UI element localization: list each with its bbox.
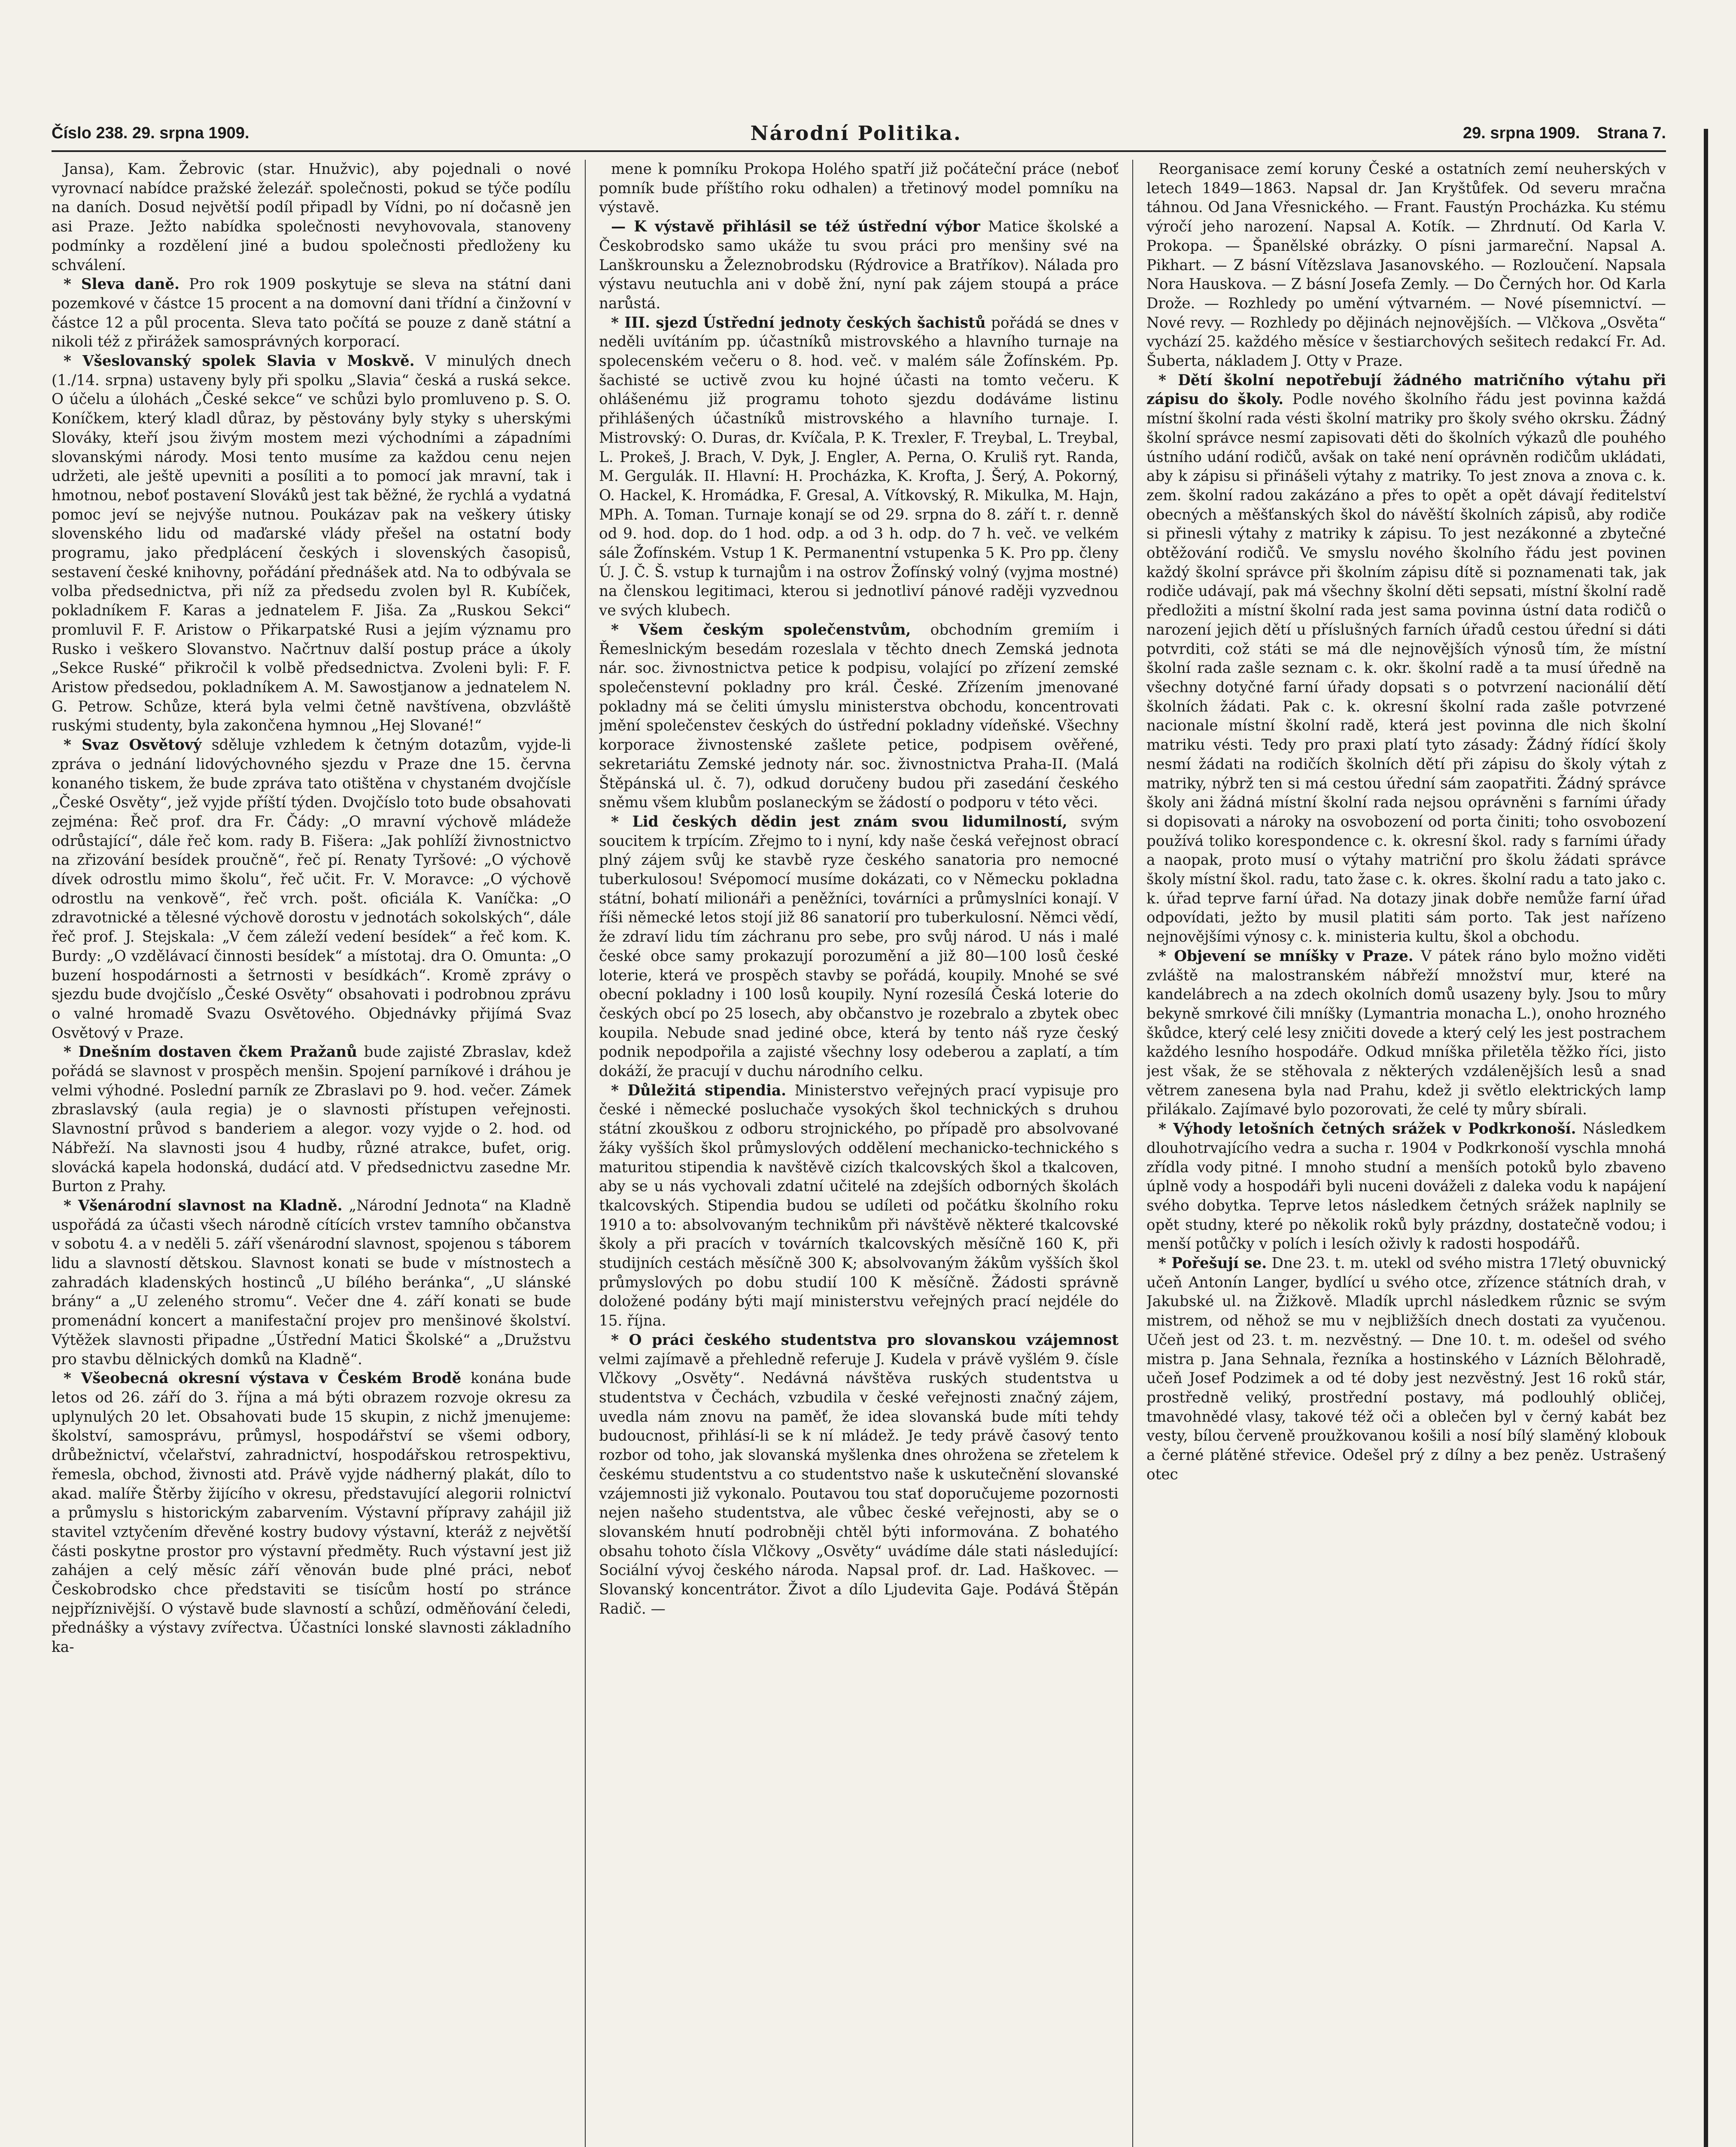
article-paragraph <box>1146 371 1666 947</box>
article-text: Dne 23. t. m. utekl od svého mistra 17letý obuvnický učeň Antonín Langer, bydlící u svého otce, zřízence státních drah, v Jakubské ul. na Žižkově. Mladík uprchl následkem různic se svým mistrem, od něhož se mu v nejbližších dnech dostati za vyučenou. Učeň jest od 23. t. m. nezvěstný. — Dne 10. t. m. odešel od svého mistra p. Jana Sehnala, řezníka a hostinského v Lázních Bělohradě, učeň Josef Podzimek a od té doby jest nezvěstný. Jest 16 roků stár, prostředně veliký, prostřední postavy, má podlouhlý obličej, tmavohnědé vlasy, takové též oči a oblečen byl v černý kabát bez vesty, bílou červeně proužkovanou košili a nosí bílý slaměný klobouk a černé plátěné střevice. Odešel prý z dílny a bez peněz. Ustrašený otec <box>1146 1255 1666 1483</box>
article-heading: * O práci českého studentstva pro slovanskou vzájemnost <box>611 1331 1119 1349</box>
article-paragraph <box>52 1369 571 1657</box>
masthead: Národní Politika. <box>750 122 962 145</box>
article-text: Podle nového školního řádu jest povinna každá místní školní rada vésti školní matriky pro školy svého okrsku. Žádný školní správce nesmí zapisovati děti do školních výkazů dle pouhého ústního udání rodičů, avšak on také není oprávněn rodičům ukládati, aby k zápisu si přinášeli výtahy z matriky. To jest znova a znova c. k. zem. školní radou zakázáno a přes to opět a opět dávají ředitelství obecných a měšťanských škol do návěští školních zápisů, aby rodiče si přinesli výtahy z matriky k zápisu. To jest nezákonné a zbytečné obtěžování rodičů. Ve smyslu nového školního řádu jest povinen každý školní správce při školním zápisu dítě si poznamenati tak, jak rodiče udávají, pak má všechny školní děti sepsati, místní školní radě předložiti a místní školní rada jest sama povinna ústní data rodičů o narození jejich dětí u příslušných farních úřadů cestou úřední si dáti potvrditi, což státi se má dle nejnovějších výnosů tím, že místní školní rada zašle seznam c. k. okr. školní radě a ta musí úředně na všechny dotyčné farní úřady dopsati s o potvrzení nacionálií dětí školních žádati. Pak c. k. okresní školní rada zašle potvrzené nacionale místní školní radě, která jest povinna dle nich školní matriku vésti. Tedy pro praxi platí tyto zásady: Žádný řídící školy nesmí žádati na rodičích školních dětí při zápisu do školy výtah z matriky, nýbrž ten si má cestou úřední sám zaopatřiti. Žádný správce školy ani žádná místní školní rada nejsou oprávněni s farními úřady si dopisovati a nároky na osvobození od porta činiti; toho osvobození používá toliko korespondence c. k. okresní škol. rady s farními úřady a naopak, proto musí o výtahy matriční pro školu žádati správce školy místní škol. radu, tato žase c. k. okres. školní radu a tato jako c. k. úřad teprve farní úřad. Na dotazy jinak dobře nemůže farní úřad odpovídati, ježto by musil platiti sám porto. Tak jest nařízeno nejnovějšími výnosy c. k. ministeria kultu, škol a obchodu. <box>1146 391 1666 946</box>
issue-date-left <box>52 124 249 143</box>
article-text: „Národní Jednota“ na Kladně uspořádá za účasti všech národně cítících vrstev tamního občanstva v sobotu 4. a v neděli 5. září všenárodní slavnost, spojenou s táborem lidu a slavností dětskou. Slavnost konati se bude v místnostech a zahradách kladenských hostinců „U bílého beránka“, „U slánské brány“ a „U zeleného stromu“. Večer dne 4. září konati se bude promenádní koncert a manifestační projev pro menšinové školství. Výtěžek slavnosti připadne „Ústřední Matici Školské“ a „Družstvu pro stavbu dělnických domků na Kladně“. <box>52 1197 571 1368</box>
article-heading: * Důležitá stipendia. <box>611 1082 787 1099</box>
article-heading: * Lid českých dědin jest znám svou lidumilností, <box>611 813 1067 830</box>
article-text: Jansa), Kam. Žebrovic (star. Hnužvic), aby pojednali o nové vyrovnací nabídce pražské železář. společnosti, pokud se týče podílu na daních. Dosud největší podíl připadl by Vídni, po ní dočasně jen asi Praze. Ježto nabídka společnosti nevyhovovala, stanoveny podmínky a rozdělení jiné a budou společnosti předloženy ku schválení. <box>52 161 571 274</box>
article-text: sděluje vzhledem k četným dotazům, vyjde-li zpráva o jednání lidovýchovného sjezdu v Praze dne 15. června konaného tiskem, že bude zpráva tato otištěna v chystaném dvojčísle „České Osvěty“, jež vyjde příští týden. Dvojčíslo toto bude obsahovati zejména: Řeč prof. dra Fr. Čády: „O mravní výchově mládeže odrůstající“, dále řeč kom. rady B. Fišera: „Jak pohlíží živnostnictvo na zřizování besídek proučně“, řeč pí. Renaty Tyršové: „O výchově dívek odrostlu mimo školu“, řeč učit. Fr. V. Moravce: „O výchově odrostlu na venkově“, řeč vrch. pošt. oficiála K. Vaníčka: „O zdravotnické a tělesné výchově dorostu v jednotách sokolských“, dále řeč prof. J. Stejskala: „V čem záleží vedení besídek“ a řeč kom. K. Burdy: „O vzdělávací činnosti besídek“ a místotaj. dra O. Omunta: „O buzení hospodárnosti a šetrnosti v besídkách“. Kromě zprávy o sjezdu bude dvojčíslo „České Osvěty“ obsahovati i podrobnou zprávu o valné hromadě Svazu Osvětového. Objednávky přijímá Svaz Osvětový v Praze. <box>52 736 571 1042</box>
article-text: svým soucitem k trpícím. Zřejmo to i nyní, kdy naše česká veřejnost obrací plný zájem svůj ke stavbě ryze českého sanatoria pro nemocné tuberkulosou! Svépomocí musíme dokázati, co v Německu pokladna státní, bohatí milionáři a peněžníci, továrníci a průmyslníci konají. V říši německé letos stojí již 86 sanatorií pro tuberkulosní. Němci vědí, že zdraví lidu tím záchranu pro sebe, pro svůj národ. U nás i malé české obce samy prokazují porozumění a již 80—100 losů české loterie, která ve prospěch stavby se pořádá, koupily. Mnohé se své obecní pokladny i 100 losů koupily. Nyní rozesílá Česká loterie do českých obcí po 25 losech, aby občanstvo je rozebralo a zbytek obec koupila. Nebude snad jediné obce, která by tento náš ryze český podnik nepodpořila a zajisté všechny losy odeberou a zaplatí, a tím dokáží, že pracují v duchu národního celku. <box>599 813 1119 1080</box>
columns <box>52 160 1666 2147</box>
article-heading: * Všeslovanský spolek Slavia v Moskvě. <box>64 353 415 370</box>
header-rule <box>52 150 1666 152</box>
article-heading: * Svaz Osvětový <box>64 736 202 754</box>
page-header <box>52 116 1666 150</box>
article-paragraph <box>599 1331 1119 1619</box>
article-heading: * III. sjezd Ústřední jednoty českých šachistů <box>611 314 986 331</box>
article-paragraph <box>599 1081 1119 1331</box>
article-text: Ministerstvo veřejných prací vypisuje pro české i německé posluchače vysokých škol technických s druhou státní zkouškou z odboru strojnického, po případě pro absolvované žáky vyšších škol průmyslových oddělení mechanicko-technického s maturitou stipendia k navštěvě cizích tkalcovských škol a tkalcoven, aby se u nás vychovali zdatní učitelé na zdejších odborných školách tkalcovských. Stipendia budou se udíleti od počátku školního roku 1910 a to: absolvovaným technikům při návštěvě některé tkalcovské školy a při pracích v továrních tkalcovských měsíčně 160 K, při studijních cestách měsíčně 300 K; absolvovaným žákům vyšších škol průmyslových po dobu studií 100 K měsíčně. Žádosti správně doložené podány býti mají ministerstvu veřejných prací nejdéle do 15. října. <box>599 1082 1119 1330</box>
page-edge <box>1704 129 1708 2147</box>
article-paragraph <box>599 812 1119 1081</box>
article-paragraph <box>599 313 1119 620</box>
article-heading: * Všem českým společenstvům, <box>611 621 911 639</box>
article-text: V pátek ráno bylo možno viděti zvláště na malostranském nábřeží množství mur, které na kandelábrech a na zdech okolních domů usazeny byly. Jsou to můry bekyně smrkové čili mníšky (Lymantria monacha L.), onoho hrozného škůdce, který celé lesy zničiti dovede a který celý les jest postrachem každého lesního hospodáře. Odkud mníška přiletěla těžko říci, jisto jest však, že se stěhovala z některých vzdálenějších lesů a snad větrem zanesena byla nad Prahu, kdež ji světlo elektrických lamp přilákalo. Zajímavé bylo pozorovati, že celé ty můry sbírali. <box>1146 947 1666 1119</box>
column-3 <box>1146 160 1666 2147</box>
article-text: V minulých dnech (1./14. srpna) ustaveny byly při spolku „Slavia“ česká a ruská sekce. O účelu a úlohách „České sekce“ ve schůzi bylo promluveno p. S. O. Koníčkem, který kladl důraz, by pěstovány byly styky s uherskými Slováky, kteří jsou živým mostem mezi východními a západními slovanskými národy. Mosi tento musíme za každou cenu nejen udržeti, ale ještě upevniti a posíliti a to pomocí jak mravní, tak i hmotnou, neboť postavení Slováků jest tak běžné, že rychlá a vydatná pomoc jeví se nejvýše nutnou. Poukázav pak na veškery útisky slovenského lidu od maďarské vlády přešel na ostatní body programu, jako předplácení českých i slovenských časopisů, sestavení české knihovny, pořádání přednášek atd. Na to odbývala se volba předsednictva, při níž za předsedu zvolen byl R. Kubíček, pokladníkem F. Karas a jednatelem F. Jiša. Za „Ruskou Sekci“ promluvil F. F. Aristow o Přikarpatské Rusi a jejím významu pro Rusko i veškero Slovanstvo. Načrtnuv další postup práce a úkoly „Sekce Ruské“ přikročil k volbě předsednictva. Zvoleni byli: F. F. Aristow předsedou, pokladníkem A. M. Sawostjanow a jednatelem N. G. Petrow. Schůze, která byla velmi četně navštívena, obzvláště ruskými studenty, byla zakončena hymnou „Hej Slované!“ <box>52 353 571 735</box>
article-heading: * Dětí školní nepotřebují žádného matričního výtahu při zápisu do školy. <box>1146 371 1666 408</box>
article-text: mene k pomníku Prokopa Holého spatří již počáteční práce (neboť pomník bude příštího roku odhalen) a třetinový model pomníku na výstavě. <box>599 161 1119 216</box>
article-heading: — K výstavě přihlásil se též ústřední výbor <box>611 218 980 236</box>
article-paragraph <box>599 217 1119 313</box>
article-heading: * Dnešním dostaven čkem Pražanů <box>64 1043 357 1061</box>
column-2 <box>599 160 1119 2147</box>
page-number: Strana 7. <box>1597 124 1666 142</box>
article-paragraph <box>1146 947 1666 1119</box>
article-paragraph <box>52 736 571 1043</box>
article-text: konána bude letos od 26. září do 3. října a má býti obrazem rozvoje okresu za uplynulých 20 let. Obsahovati bude 15 skupin, z nichž jmenujeme: školství, samosprávu, průmysl, hospodářství se všemi odbory, drůbežnictví, včelařství, zahradnictví, hospodářskou retrospektivu, řemesla, obchod, živnosti atd. Právě vyjde nádherný plakát, dílo to akad. malíře Štěrby žijícího v okresu, představující alegorii rolnictví a průmyslu s historickým zabarvením. Výstavní přípravy zahájil již stavitel vztyčením dřevěné kostry budovy výstavní, kteráž z největší části poskytne prostor pro výstavní předměty. Ruch výstavní jest již zahájen a celý měsíc září věnován bude plné práci, neboť Českobrodsko chce představiti se tisícům hostí po stránce nejpříznivější. O výstavě bude slavností a schůzí, odměňování čeledi, přednášky a výstavy zvířectva. Účastníci lonské slavnosti základního ka- <box>52 1370 571 1656</box>
article-heading: * Sleva daně. <box>64 276 180 293</box>
article-heading: * Všeobecná okresní výstava v Českém Brodě <box>64 1370 462 1387</box>
article-text: velmi zajímavě a přehledně referuje J. Kudela v právě vyšlém 9. čísle Vlčkovy „Osvěty“. Nedávná návštěva ruských studentstva u studentstva v Čechách, vzbudila v české veřejnosti značný zájem, uvedla nám znovu na paměť, že idea slovanská bude míti tehdy budoucnost, přihlásí-li se k ní mládež. Je tedy právě časový tento rozbor od toho, jak slovanská myšlenka dnes ohrožena se zřetelem k českému studentstvu a co studentstvo naše k uskutečnění slovanské vzájemnosti již vykonalo. Poutavou tou stať doporučujeme pozornosti nejen našeho studentstva, ale vůbec české veřejnosti, aby se o slovanském hnutí podrobněji chtěl býti informována. Z bohatého obsahu tohoto čísla Vlčkovy „Osvěty“ uvádíme dále stati následující: Sociální vývoj českého národa. Napsal prof. dr. Lad. Haškovec. — Slovanský koncentrátor. Život a dílo Ljudevita Gaje. Podává Štěpán Radič. — <box>599 1350 1119 1618</box>
article-paragraph <box>52 160 571 275</box>
article-text: Matice školské a Českobrodsko samo ukáže tu svou práci pro menšiny své na Lanškrounsku a Železnobrodsku (Rýdrovice a Bratříkov). Nálada pro výstavu neutuchla ani v době žní, nyní pak zájem stoupá a práce narůstá. <box>599 218 1119 312</box>
article-paragraph <box>599 160 1119 217</box>
issue-number: Číslo 238. <box>52 124 128 142</box>
article-text: Reorganisace zemí koruny České a ostatních zemí neuherských v letech 1849—1863. Napsal dr. Jan Kryštůfek. Od severu mračna táhnou. Od Jana Vřesnického. — Frant. Faustýn Procházka. Ku stému výročí jeho narození. Napsal A. Kotík. — Zhrdnutí. Od Karla V. Prokopa. — Španělské obrázky. O písni jarmareční. Napsal A. Pikhart. — Z básní Vítězslava Jasanovského. — Rozloučení. Napsala Nora Hauskova. — Z básní Josefa Zemly. — Do Černých hor. Od Karla Drože. — Rozhledy po umění výtvarném. — Nové písemnictví. — Nové revy. — Rozhledy po dějinách nejnovějších. — Vlčkova „Osvěta“ vychází 25. každého měsíce v šestiarchových sešitech redakcí Fr. Ad. Šuberta, nákladem J. Otty v Praze. <box>1146 161 1666 370</box>
article-text: Následkem dlouhotrvajícího vedra a sucha r. 1904 v Podkrkonoší vyschla mnohá zřídla vody pitné. I mnoho studní a menších potoků bylo zbaveno úplně vody a hospodáři byli nuceni dováželi z daleka vodu k napájení svého dobytka. Teprve letos následkem četných srážek naplnily se opět studny, které po několik roků byly prázdny, dostatečně vodou; i menší potůčky v polích i lesích oživly k radosti hospodářů. <box>1146 1120 1666 1253</box>
column-1 <box>52 160 571 2147</box>
article-paragraph <box>1146 1119 1666 1254</box>
article-text: bude zajisté Zbraslav, kdež pořádá se slavnost v prospěch menšin. Spojení parníkové i dráhou je velmi výhodné. Poslední parník ze Zbraslavi po 9. hod. večer. Zámek zbraslavský (aula regia) je o slavnosti přístupen veřejnosti. Slavnostní průvod s banderiem a alegor. vozy vyjde o 2. hod. od Nábřeží. Na slavnosti jsou 4 hudby, různé atrakce, bufet, orig. slovácká kapela hodonská, dudácí atd. V předsednictvu zasedne Mr. Burton z Prahy. <box>52 1043 571 1195</box>
article-paragraph <box>1146 160 1666 371</box>
date-right: 29. srpna 1909. <box>1462 124 1580 142</box>
article-heading: * Pořešují se. <box>1158 1255 1267 1272</box>
article-paragraph <box>52 275 571 352</box>
article-paragraph <box>52 1196 571 1369</box>
article-paragraph <box>1146 1254 1666 1484</box>
date-left: 29. srpna 1909. <box>132 124 249 142</box>
article-heading: * Výhody letošních četných srážek v Podkrkonoší. <box>1158 1120 1576 1138</box>
article-paragraph <box>599 620 1119 812</box>
article-text: obchodním gremiím i Řemeslnickým besedám rozeslala v těchto dnech Zemská jednota nár. soc. živnostnictva petice k podpisu, volající po zřízení zemské společenstevní pokladny pro král. České. Zřízením jmenované pokladny má se čeliti úmyslu ministerstva obchodu, koncentrovati jmění společenstev českých do ústřední pokladny vídeňské. Všechny korporace živnostenské zašlete petice, podpisem ověřené, sekretariátu Zemské jednoty nár. soc. živnostnictva Praha-II. (Malá Štěpánská ul. č. 7), odkud doručeny budou při zasedání českého sněmu všem klubům poslaneckým se žádostí o podporu v této věci. <box>599 621 1119 812</box>
header-right <box>1463 124 1666 143</box>
article-paragraph <box>52 1043 571 1196</box>
article-heading: * Všenárodní slavnost na Kladně. <box>64 1197 343 1214</box>
article-heading: * Objevení se mníšky v Praze. <box>1158 947 1414 965</box>
article-paragraph <box>52 352 571 736</box>
article-text: Pro rok 1909 poskytuje se sleva na státní dani pozemkové v částce 15 procent a na domovní dani třídní a činžovní v částce 12 a půl procenta. Sleva tato počítá se pouze z daně státní a nikoli též z přirážek samosprávných korporací. <box>52 276 571 351</box>
article-text: pořádá se dnes v neděli uvítáním pp. účastníků mistrovského a hlavního turnaje na spolecenském večeru o 8. hod. več. v malém sále Žofínském. Pp. šachisté se uctivě zvou ku hojné účasti na tomto večeru. K ohlášenému již programu tohoto sjezdu dodáváme listinu přihlášených účastníků mistrovského a hlavního turnaje. I. Mistrovský: O. Duras, dr. Kvíčala, P. K. Trexler, F. Treybal, L. Treybal, L. Prokeš, J. Brach, V. Dyk, J. Engler, A. Perna, O. Kruliš ryt. Randa, M. Gergulák. II. Hlavní: H. Procházka, K. Krofta, J. Šerý, A. Pokorný, O. Hackel, K. Hromádka, F. Gresal, A. Vítkovský, R. Mikulka, M. Hajn, MPh. A. Toman. Turnaje konají se od 29. srpna do 8. září t. r. denně od 9. hod. dop. do 1 hod. odp. a od 3 h. odp. do 7 h. več. ve velkém sále Žofínském. Vstup 1 K. Permanentní vstupenka 5 K. Pro pp. členy Ú. J. Č. Š. vstup k turnajům i na ostrov Žofínský volný (vyjma mostné) na členskou legitimaci, kterou si jednotliví pánové raději vyzvednou ve svých klubech. <box>599 314 1119 620</box>
